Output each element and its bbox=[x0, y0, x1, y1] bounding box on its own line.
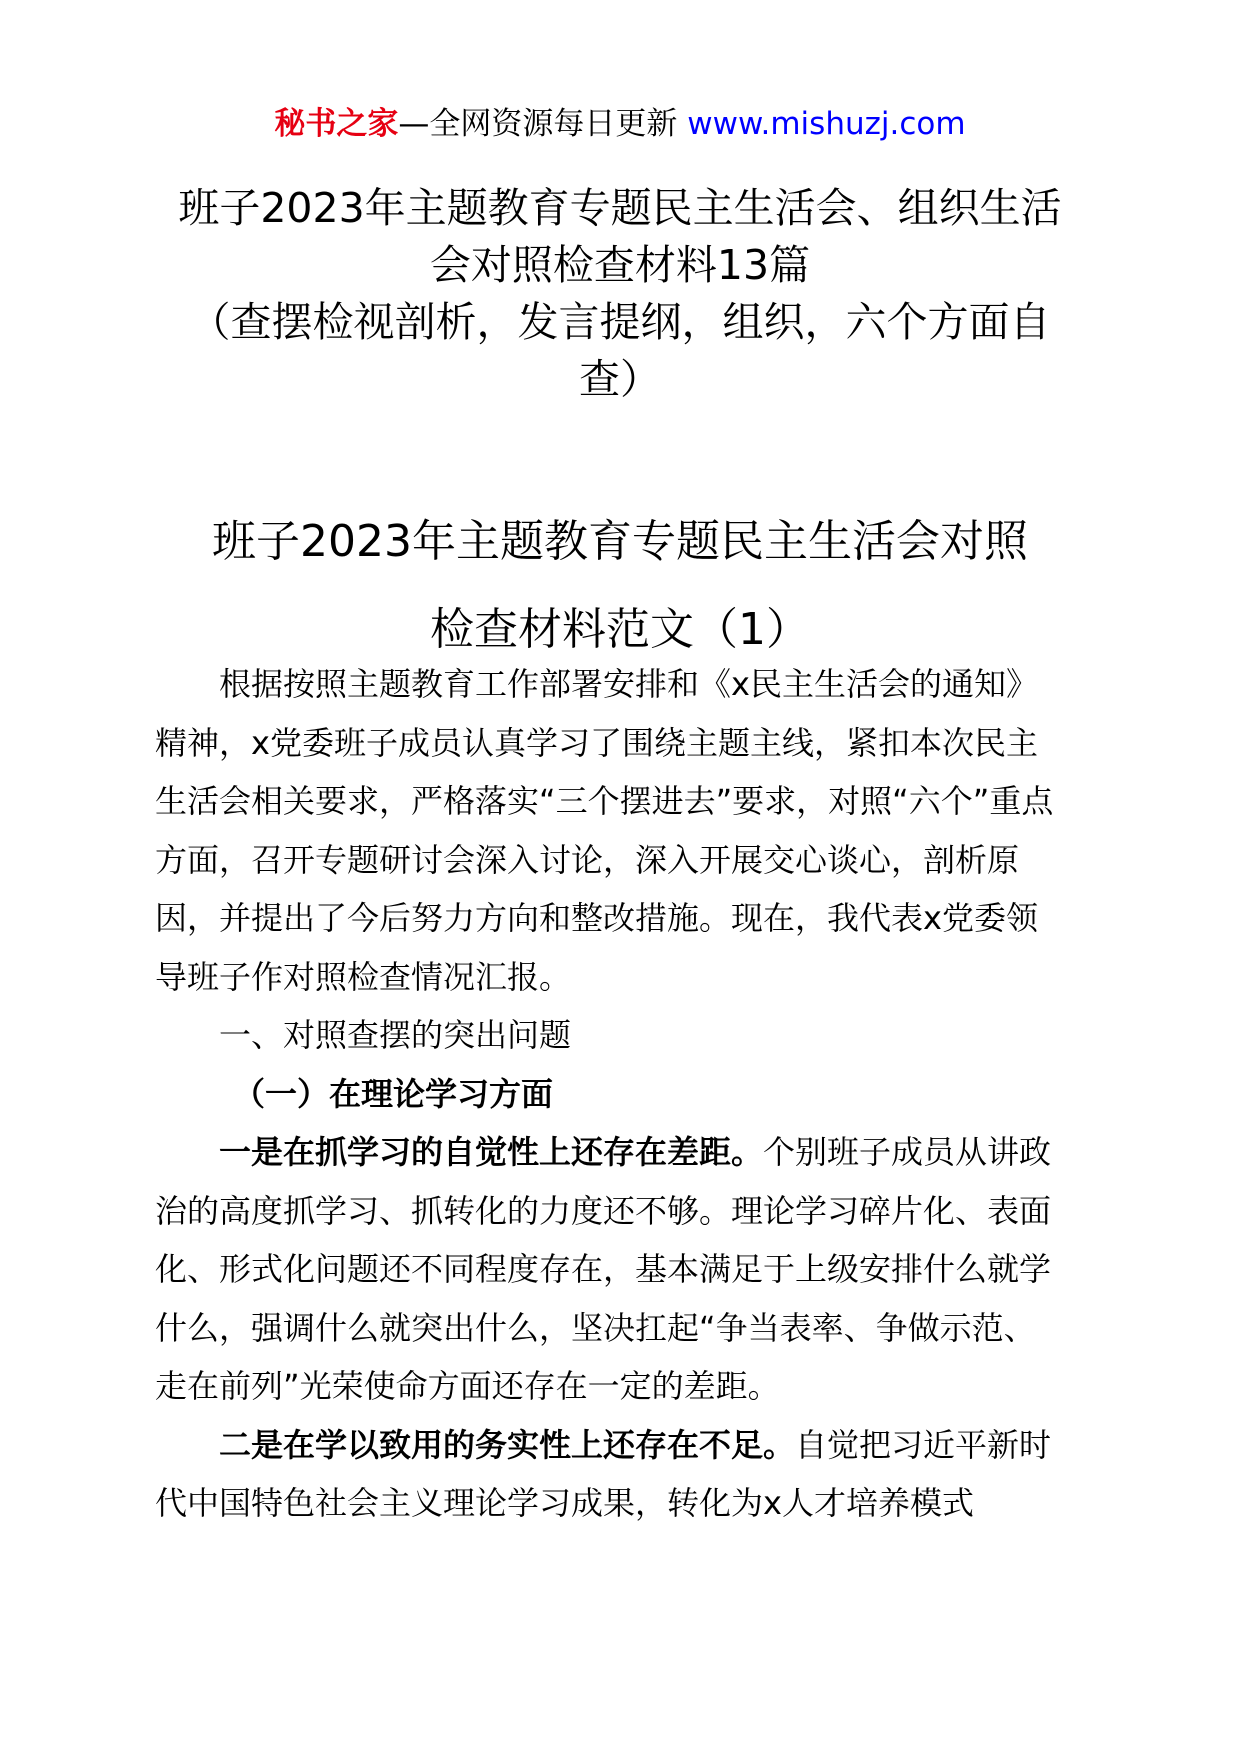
point-text: 自觉把习近平新时代中国特色社会主义理论学习成果，转化为x人才培养模式 bbox=[155, 1425, 1052, 1522]
brand-name: 秘书之家 bbox=[274, 106, 399, 142]
point-lead: 二是在学以致用的务实性上还存在不足。 bbox=[219, 1425, 796, 1464]
main-title-line: 班子2023年主题教育专题民主生活会、组织生活 bbox=[178, 184, 1062, 232]
point-lead: 一是在抓学习的自觉性上还存在差距。 bbox=[219, 1133, 764, 1171]
section-heading: 一、对照查摆的突出问题 bbox=[219, 1016, 572, 1054]
main-title-line: 查） bbox=[579, 355, 661, 403]
subsection-heading: （一）在理论学习方面 bbox=[233, 1074, 554, 1113]
point-paragraph bbox=[155, 1123, 1065, 1416]
article-title-line: 班子2023年主题教育专题民主生活会对照 bbox=[212, 516, 1028, 567]
point-paragraph bbox=[155, 1416, 1065, 1533]
site-header bbox=[0, 104, 1240, 144]
header-slogan: —全网资源每日更新 bbox=[398, 106, 678, 142]
site-url-link[interactable]: www.mishuzj.com bbox=[687, 106, 966, 142]
main-title-line: （查摆检视剖析，发言提纲，组织，六个方面自 bbox=[189, 298, 1051, 346]
document-main-title bbox=[150, 180, 1090, 408]
main-title-line: 会对照检查材料13篇 bbox=[429, 241, 811, 289]
article-body bbox=[155, 655, 1065, 1533]
article-title bbox=[150, 498, 1090, 674]
article-title-line: 检查材料范文（1） bbox=[430, 604, 810, 655]
intro-paragraph: 根据按照主题教育工作部署安排和《x民主生活会的通知》精神，x党委班子成员认真学习了围绕主题主线，紧扣本次民主生活会相关要求，严格落实“三个摆进去”要求，对照“六个”重点方面，召开专题研讨会深入讨论，深入开展交心谈心，剖析原因，并提出了今后努力方向和整改措施。现在，我代表x党委领导班子作对照检查情况汇报。 bbox=[155, 665, 1054, 996]
point-text: 个别班子成员从讲政治的高度抓学习、抓转化的力度还不够。理论学习碎片化、表面化、形式化问题还不同程度存在，基本满足于上级安排什么就学什么，强调什么就突出什么，坚决扛起“争当表率、争做示范、走在前列”光荣使命方面还存在一定的差距。 bbox=[155, 1133, 1052, 1405]
